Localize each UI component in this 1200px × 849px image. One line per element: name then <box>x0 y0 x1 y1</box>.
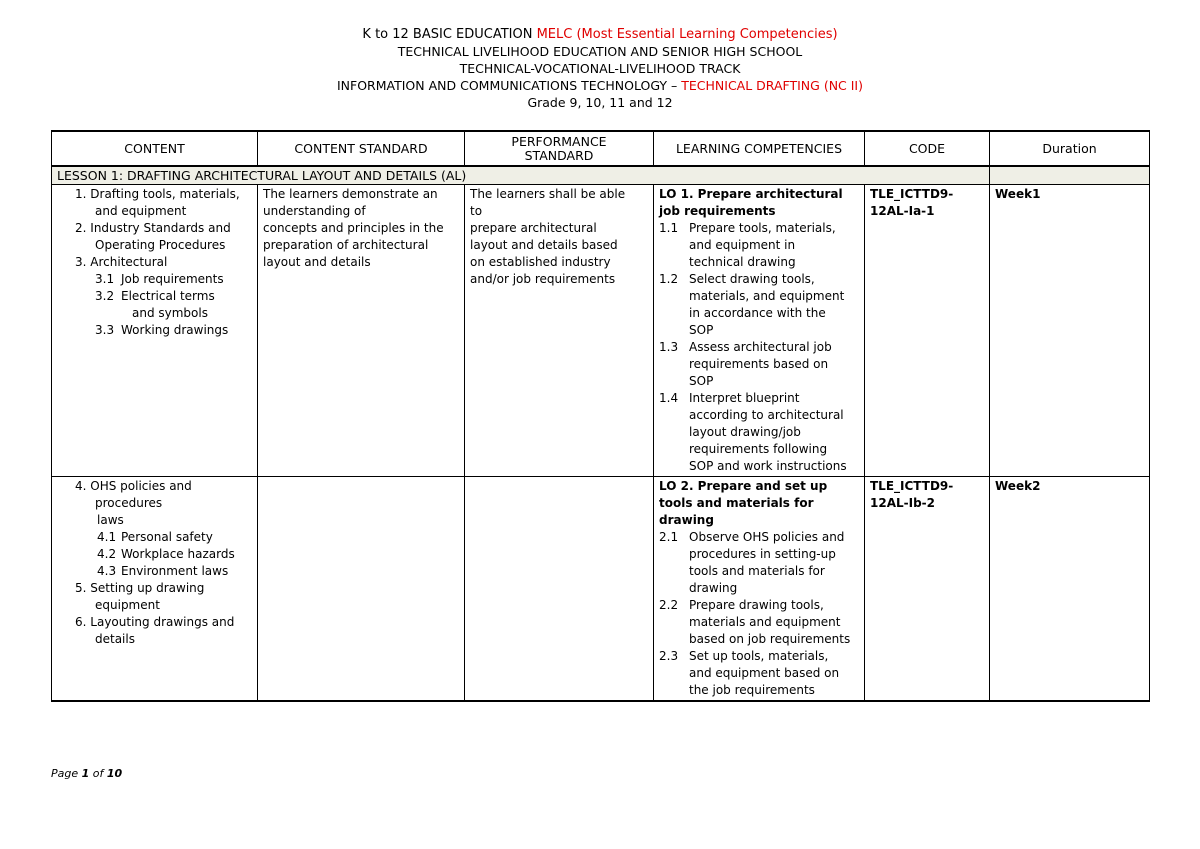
content-item-num: 6. <box>75 615 87 629</box>
header-line-3: TECHNICAL-VOCATIONAL-LIVELIHOOD TRACK <box>459 61 741 76</box>
content-standard-line: concepts and principles in the <box>263 221 444 235</box>
performance-standard-cell <box>465 477 654 702</box>
competency-item <box>659 271 859 339</box>
lesson-title: LESSON 1: DRAFTING ARCHITECTURAL LAYOUT AND DETAILS (AL) <box>52 166 990 185</box>
competency-num: 2.3 <box>659 649 679 663</box>
content-standard-line: understanding of <box>263 204 366 218</box>
competency-line: Prepare tools, materials, <box>689 221 836 235</box>
content-item-num: 2. <box>75 221 87 235</box>
lesson-row-blank <box>990 166 1150 185</box>
content-subitem <box>57 322 252 339</box>
page-total: 10 <box>106 767 123 780</box>
competency-item <box>659 390 859 475</box>
competency-line: tools and materials for <box>689 564 825 578</box>
competency-line: SOP and work instructions <box>689 459 847 473</box>
code-cell <box>865 477 990 702</box>
content-item-text: details <box>95 632 135 646</box>
content-item <box>57 254 252 271</box>
content-standard-cell <box>258 477 465 702</box>
content-subitem-text: Electrical terms <box>121 289 215 303</box>
document-header <box>0 26 1200 111</box>
competency-line: Prepare drawing tools, <box>689 598 824 612</box>
content-item-text: Layouting drawings and <box>90 615 235 629</box>
competency-line: layout drawing/job <box>689 425 801 439</box>
content-subitem-num: 3.2 <box>95 289 115 303</box>
melc-table <box>51 130 1150 702</box>
content-subitem-text: and symbols <box>132 306 208 320</box>
content-subitem-text: Workplace hazards <box>121 547 235 561</box>
competency-line: SOP <box>689 374 714 388</box>
content-subitem <box>57 546 252 563</box>
code-line: TLE_ICTTD9- <box>870 479 954 493</box>
competency-text <box>689 271 859 339</box>
column-header-performance-standard: PERFORMANCE STANDARD <box>465 131 654 166</box>
learning-competencies-cell <box>654 477 865 702</box>
content-item <box>57 580 252 597</box>
content-subitem-text: Job requirements <box>121 272 224 286</box>
competency-text <box>689 597 859 648</box>
header-line-5: Grade 9, 10, 11 and 12 <box>527 95 673 110</box>
competency-line: requirements following <box>689 442 828 456</box>
competency-num: 1.2 <box>659 272 679 286</box>
column-header-duration: Duration <box>990 131 1150 166</box>
content-item <box>57 631 252 648</box>
code-cell <box>865 185 990 477</box>
content-subitem <box>57 563 252 580</box>
content-standard-cell <box>258 185 465 477</box>
competency-line: Set up tools, materials, <box>689 649 829 663</box>
competency-line: procedures in setting-up <box>689 547 836 561</box>
content-item <box>57 186 252 203</box>
competency-line: and equipment in <box>689 238 796 252</box>
competency-line: Interpret blueprint <box>689 391 800 405</box>
header-line-2: TECHNICAL LIVELIHOOD EDUCATION AND SENIOR HIGH SCHOOL <box>397 44 803 59</box>
content-subitem-num: 3.1 <box>95 272 115 286</box>
content-item-num: 4. <box>75 479 87 493</box>
performance-standard-cell <box>465 185 654 477</box>
performance-standard-line: prepare architectural <box>470 221 597 235</box>
content-item-text: Drafting tools, materials, <box>90 187 240 201</box>
content-item-text: laws <box>97 513 124 527</box>
page-current: 1 <box>81 767 90 780</box>
header-line-4 <box>0 77 1200 94</box>
content-subitem-text: Personal safety <box>121 530 213 544</box>
page-footer <box>51 767 122 780</box>
competency-line: Select drawing tools, <box>689 272 815 286</box>
competency-line: Assess architectural job <box>689 340 832 354</box>
header-line-4-prefix: INFORMATION AND COMMUNICATIONS TECHNOLOGY – <box>336 78 682 93</box>
performance-standard-line: to <box>470 204 483 218</box>
lo-title-line: job requirements <box>659 204 776 218</box>
performance-standard-line: layout and details based <box>470 238 618 252</box>
header-line-4-red: TECHNICAL DRAFTING (NC II) <box>681 78 864 93</box>
content-subitem <box>57 305 252 322</box>
content-item <box>57 220 252 237</box>
competency-text <box>689 529 859 597</box>
competency-num: 2.1 <box>659 530 679 544</box>
competency-item <box>659 648 859 699</box>
content-item-text: Operating Procedures <box>95 238 226 252</box>
page-label: Page <box>51 767 82 780</box>
header-line-1 <box>0 26 1200 43</box>
content-item-text: and equipment <box>95 204 187 218</box>
competency-text <box>689 220 859 271</box>
table-header-row <box>52 131 1150 166</box>
competency-line: based on job requirements <box>689 632 851 646</box>
performance-standard-line: and/or job requirements <box>470 272 616 286</box>
competency-line: the job requirements <box>689 683 815 697</box>
competency-num: 2.2 <box>659 598 679 612</box>
page-of-label: of <box>89 767 107 780</box>
header-line-1-prefix: K to 12 BASIC EDUCATION <box>362 27 537 42</box>
lo-title-line: LO 1. Prepare architectural <box>659 187 843 201</box>
content-subitem-num: 4.1 <box>97 530 117 544</box>
duration-cell: Week2 <box>990 477 1150 702</box>
competency-text <box>689 648 859 699</box>
content-subitem <box>57 288 252 305</box>
content-item-text: OHS policies and <box>90 479 192 493</box>
learning-competencies-cell <box>654 185 865 477</box>
lo-title-line: LO 2. Prepare and set up <box>659 479 828 493</box>
performance-standard-line: The learners shall be able <box>470 187 626 201</box>
competency-num: 1.4 <box>659 391 679 405</box>
content-standard-line: preparation of architectural <box>263 238 429 252</box>
code-line: 12AL-Ib-2 <box>870 496 935 510</box>
table-row <box>52 477 1150 702</box>
code-line: 12AL-Ia-1 <box>870 204 935 218</box>
content-subitem <box>57 271 252 288</box>
content-item-num: 1. <box>75 187 87 201</box>
competency-line: requirements based on <box>689 357 829 371</box>
content-item <box>57 478 252 495</box>
competency-line: and equipment based on <box>689 666 840 680</box>
column-header-content: CONTENT <box>52 131 258 166</box>
competency-item <box>659 339 859 390</box>
performance-standard-line: on established industry <box>470 255 611 269</box>
content-item <box>57 597 252 614</box>
competency-item <box>659 220 859 271</box>
duration-cell: Week1 <box>990 185 1150 477</box>
content-item-num: 3. <box>75 255 87 269</box>
competency-line: according to architectural <box>689 408 844 422</box>
content-item-text: Industry Standards and <box>90 221 231 235</box>
content-item <box>57 495 252 512</box>
lo-title-line: tools and materials for <box>659 496 814 510</box>
competency-line: in accordance with the <box>689 306 826 320</box>
competency-num: 1.3 <box>659 340 679 354</box>
competency-text <box>689 390 859 475</box>
content-standard-line: layout and details <box>263 255 371 269</box>
competency-item <box>659 597 859 648</box>
content-item-num: 5. <box>75 581 87 595</box>
competency-line: technical drawing <box>689 255 796 269</box>
lesson-row <box>52 166 1150 185</box>
column-header-code: CODE <box>865 131 990 166</box>
content-subitem-text: Working drawings <box>121 323 229 337</box>
content-cell <box>52 185 258 477</box>
competency-text <box>689 339 859 390</box>
column-header-learning-competencies: LEARNING COMPETENCIES <box>654 131 865 166</box>
competency-line: Observe OHS policies and <box>689 530 845 544</box>
content-item-text: Architectural <box>90 255 168 269</box>
code-line: TLE_ICTTD9- <box>870 187 954 201</box>
content-item <box>57 237 252 254</box>
content-subitem <box>57 529 252 546</box>
content-item-text: Setting up drawing <box>90 581 205 595</box>
table-row <box>52 185 1150 477</box>
content-cell <box>52 477 258 702</box>
content-subitem-text: Environment laws <box>121 564 229 578</box>
content-subitem-num: 3.3 <box>95 323 115 337</box>
lo-title-line: drawing <box>659 513 714 527</box>
competency-item <box>659 529 859 597</box>
content-subitem-num: 4.3 <box>97 564 117 578</box>
competency-num: 1.1 <box>659 221 679 235</box>
column-header-content-standard: CONTENT STANDARD <box>258 131 465 166</box>
content-subitem-num: 4.2 <box>97 547 117 561</box>
competency-line: materials and equipment <box>689 615 841 629</box>
content-item <box>57 614 252 631</box>
content-item <box>57 203 252 220</box>
content-item <box>57 512 252 529</box>
competency-line: materials, and equipment <box>689 289 845 303</box>
header-line-1-red: MELC (Most Essential Learning Competencies) <box>536 27 838 42</box>
competency-line: SOP <box>689 323 714 337</box>
content-item-text: equipment <box>95 598 160 612</box>
competency-line: drawing <box>689 581 738 595</box>
content-standard-line: The learners demonstrate an <box>263 187 438 201</box>
content-item-text: procedures <box>95 496 163 510</box>
